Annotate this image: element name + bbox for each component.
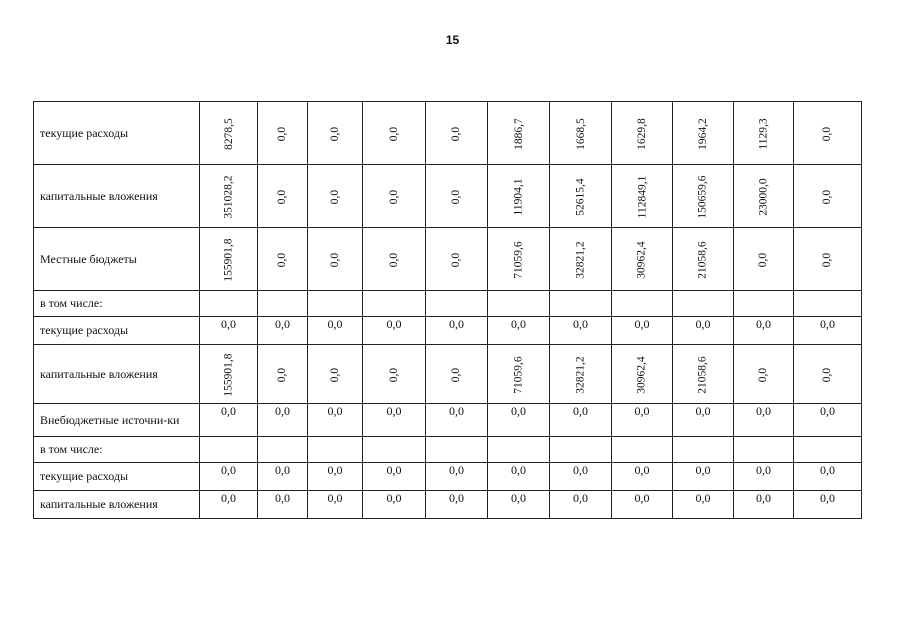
- cell-value: 11904,1: [512, 178, 525, 215]
- row-label: в том числе:: [34, 437, 200, 463]
- row-label: капитальные вложения: [34, 165, 200, 228]
- row-label: текущие расходы: [34, 317, 200, 345]
- row-label: текущие расходы: [34, 102, 200, 165]
- cell-value: 351028,2: [222, 174, 235, 219]
- value-cell: [734, 437, 794, 463]
- value-cell: [200, 345, 258, 404]
- cell-value: 0,0: [327, 317, 343, 331]
- cell-value: 0,0: [275, 463, 290, 477]
- value-cell: [673, 165, 734, 228]
- value-cell: [794, 228, 862, 291]
- value-cell: [258, 463, 308, 491]
- cell-value: 0,0: [756, 491, 771, 505]
- cell-value: 0,0: [757, 252, 770, 267]
- value-cell: [363, 165, 426, 228]
- value-cell: [488, 317, 550, 345]
- value-cell: [363, 491, 426, 519]
- cell-value: 71059,6: [512, 355, 525, 394]
- cell-value: 0,0: [221, 317, 236, 331]
- cell-value: 0,0: [275, 317, 290, 331]
- value-cell: [488, 491, 550, 519]
- cell-value: 0,0: [821, 126, 834, 141]
- value-cell: [426, 437, 488, 463]
- value-cell: [488, 291, 550, 317]
- table-row: [34, 404, 862, 437]
- value-cell: [794, 102, 862, 165]
- value-cell: [734, 463, 794, 491]
- row-label: Внебюджетные источни-ки: [34, 404, 200, 437]
- value-cell: [488, 102, 550, 165]
- value-cell: [426, 404, 488, 437]
- value-cell: [258, 317, 308, 345]
- value-cell: [794, 491, 862, 519]
- cell-value: 0,0: [573, 317, 588, 331]
- cell-value: 0,0: [695, 317, 711, 331]
- cell-value: 0,0: [221, 491, 236, 505]
- cell-value: 0,0: [329, 189, 341, 204]
- value-cell: [550, 317, 612, 345]
- value-cell: [794, 437, 862, 463]
- value-cell: [550, 102, 612, 165]
- value-cell: [550, 491, 612, 519]
- value-cell: [200, 165, 258, 228]
- value-cell: [200, 463, 258, 491]
- cell-value: 0,0: [695, 404, 711, 418]
- cell-value: 0,0: [634, 463, 650, 477]
- cell-value: 0,0: [221, 404, 236, 418]
- value-cell: [488, 228, 550, 291]
- value-cell: [426, 102, 488, 165]
- value-cell: [488, 437, 550, 463]
- value-cell: [363, 345, 426, 404]
- value-cell: [550, 345, 612, 404]
- cell-value: 150659,6: [697, 174, 709, 219]
- cell-value: 1964,2: [697, 117, 709, 150]
- value-cell: [308, 317, 363, 345]
- cell-value: 0,0: [221, 463, 236, 477]
- value-cell: [794, 345, 862, 404]
- cell-value: 0,0: [573, 463, 588, 477]
- value-cell: [308, 404, 363, 437]
- cell-value: 0,0: [449, 463, 464, 477]
- row-label: Местные бюджеты: [34, 228, 200, 291]
- table-row: [34, 102, 862, 165]
- cell-value: 71059,6: [512, 240, 525, 279]
- cell-value: 0,0: [820, 491, 835, 505]
- value-cell: [363, 291, 426, 317]
- value-cell: [488, 345, 550, 404]
- value-cell: [363, 228, 426, 291]
- value-cell: [426, 345, 488, 404]
- cell-value: 0,0: [276, 367, 289, 382]
- row-label: текущие расходы: [34, 463, 200, 491]
- cell-value: 112849,1: [635, 175, 648, 218]
- value-cell: [673, 317, 734, 345]
- value-cell: [426, 228, 488, 291]
- value-cell: [363, 437, 426, 463]
- cell-value: 0,0: [327, 463, 343, 477]
- value-cell: [200, 228, 258, 291]
- value-cell: [258, 228, 308, 291]
- cell-value: 0,0: [820, 404, 835, 418]
- value-cell: [308, 491, 363, 519]
- value-cell: [200, 404, 258, 437]
- value-cell: [673, 345, 734, 404]
- value-cell: [550, 463, 612, 491]
- cell-value: 155901,8: [222, 352, 235, 397]
- cell-value: 0,0: [450, 367, 463, 382]
- cell-value: 0,0: [450, 189, 463, 204]
- cell-value: 23000,0: [757, 177, 770, 216]
- value-cell: [258, 345, 308, 404]
- value-cell: [550, 291, 612, 317]
- value-cell: [200, 491, 258, 519]
- value-cell: [794, 165, 862, 228]
- value-cell: [308, 228, 363, 291]
- value-cell: [794, 404, 862, 437]
- value-cell: [612, 345, 673, 404]
- cell-value: 0,0: [388, 189, 400, 204]
- value-cell: [550, 228, 612, 291]
- value-cell: [612, 437, 673, 463]
- cell-value: 0,0: [821, 252, 834, 267]
- value-cell: [734, 491, 794, 519]
- cell-value: 0,0: [820, 463, 835, 477]
- cell-value: 0,0: [695, 463, 711, 477]
- row-label: капитальные вложения: [34, 491, 200, 519]
- cell-value: 0,0: [695, 491, 711, 505]
- table-row: [34, 491, 862, 519]
- value-cell: [308, 291, 363, 317]
- cell-value: 30962,4: [636, 240, 648, 279]
- value-cell: [734, 317, 794, 345]
- value-cell: [258, 437, 308, 463]
- value-cell: [308, 102, 363, 165]
- cell-value: 0,0: [573, 491, 588, 505]
- cell-value: 8278,5: [222, 117, 235, 150]
- value-cell: [612, 228, 673, 291]
- value-cell: [426, 491, 488, 519]
- value-cell: [673, 404, 734, 437]
- cell-value: 32821,2: [574, 355, 587, 394]
- cell-value: 1668,5: [574, 117, 587, 150]
- value-cell: [673, 463, 734, 491]
- value-cell: [612, 291, 673, 317]
- value-cell: [488, 165, 550, 228]
- cell-value: 0,0: [820, 317, 835, 331]
- value-cell: [550, 437, 612, 463]
- table-row: [34, 165, 862, 228]
- value-cell: [200, 317, 258, 345]
- value-cell: [612, 317, 673, 345]
- cell-value: 0,0: [386, 463, 402, 477]
- cell-value: 1886,7: [512, 117, 525, 150]
- budget-table: [33, 101, 862, 519]
- value-cell: [612, 491, 673, 519]
- cell-value: 0,0: [511, 317, 526, 331]
- value-cell: [734, 404, 794, 437]
- value-cell: [308, 463, 363, 491]
- cell-value: 0,0: [388, 252, 400, 267]
- cell-value: 0,0: [388, 367, 400, 382]
- cell-value: 0,0: [276, 252, 289, 267]
- value-cell: [734, 228, 794, 291]
- value-cell: [673, 291, 734, 317]
- cell-value: 0,0: [327, 404, 343, 418]
- cell-value: 0,0: [275, 404, 290, 418]
- cell-value: 0,0: [821, 189, 834, 204]
- value-cell: [426, 463, 488, 491]
- cell-value: 0,0: [573, 404, 588, 418]
- value-cell: [734, 165, 794, 228]
- cell-value: 1129,3: [757, 117, 770, 150]
- cell-value: 0,0: [821, 367, 834, 382]
- value-cell: [258, 165, 308, 228]
- value-cell: [612, 102, 673, 165]
- cell-value: 30962,4: [636, 355, 648, 394]
- value-cell: [308, 437, 363, 463]
- value-cell: [258, 491, 308, 519]
- value-cell: [488, 404, 550, 437]
- value-cell: [673, 491, 734, 519]
- value-cell: [363, 102, 426, 165]
- cell-value: 0,0: [275, 491, 290, 505]
- value-cell: [200, 437, 258, 463]
- cell-value: 0,0: [449, 404, 464, 418]
- value-cell: [308, 345, 363, 404]
- value-cell: [673, 228, 734, 291]
- table-row: [34, 228, 862, 291]
- value-cell: [308, 165, 363, 228]
- value-cell: [794, 463, 862, 491]
- value-cell: [426, 165, 488, 228]
- cell-value: 0,0: [449, 317, 464, 331]
- cell-value: 0,0: [756, 404, 771, 418]
- value-cell: [426, 291, 488, 317]
- value-cell: [426, 317, 488, 345]
- value-cell: [200, 102, 258, 165]
- row-label: капитальные вложения: [34, 345, 200, 404]
- table-row: [34, 291, 862, 317]
- value-cell: [258, 404, 308, 437]
- value-cell: [734, 102, 794, 165]
- cell-value: 0,0: [329, 126, 341, 141]
- value-cell: [612, 165, 673, 228]
- cell-value: 0,0: [386, 491, 402, 505]
- value-cell: [200, 291, 258, 317]
- cell-value: 0,0: [329, 252, 341, 267]
- value-cell: [363, 317, 426, 345]
- cell-value: 21058,6: [697, 355, 709, 394]
- value-cell: [363, 404, 426, 437]
- cell-value: 52615,4: [574, 177, 587, 216]
- value-cell: [550, 404, 612, 437]
- cell-value: 0,0: [511, 404, 526, 418]
- cell-value: 0,0: [634, 491, 650, 505]
- table-row: [34, 345, 862, 404]
- value-cell: [258, 102, 308, 165]
- cell-value: 0,0: [511, 491, 526, 505]
- value-cell: [258, 291, 308, 317]
- row-label: в том числе:: [34, 291, 200, 317]
- cell-value: 155901,8: [222, 237, 235, 282]
- page-number: 15: [445, 33, 460, 47]
- value-cell: [673, 437, 734, 463]
- table-row: [34, 463, 862, 491]
- cell-value: 0,0: [450, 252, 463, 267]
- cell-value: 0,0: [450, 126, 463, 141]
- cell-value: 0,0: [511, 463, 526, 477]
- cell-value: 1629,8: [636, 117, 648, 150]
- cell-value: 0,0: [634, 317, 650, 331]
- cell-value: 0,0: [276, 126, 289, 141]
- value-cell: [734, 345, 794, 404]
- cell-value: 21058,6: [697, 240, 709, 279]
- table-row: [34, 317, 862, 345]
- cell-value: 0,0: [327, 491, 343, 505]
- cell-value: 32821,2: [574, 240, 587, 279]
- cell-value: 0,0: [449, 491, 464, 505]
- value-cell: [550, 165, 612, 228]
- table-row: [34, 437, 862, 463]
- cell-value: 0,0: [388, 126, 400, 141]
- value-cell: [612, 404, 673, 437]
- cell-value: 0,0: [329, 367, 341, 382]
- cell-value: 0,0: [756, 463, 771, 477]
- cell-value: 0,0: [757, 367, 770, 382]
- cell-value: 0,0: [276, 189, 289, 204]
- cell-value: 0,0: [386, 317, 402, 331]
- value-cell: [612, 463, 673, 491]
- cell-value: 0,0: [634, 404, 650, 418]
- value-cell: [794, 317, 862, 345]
- cell-value: 0,0: [756, 317, 771, 331]
- value-cell: [734, 291, 794, 317]
- value-cell: [794, 291, 862, 317]
- value-cell: [488, 463, 550, 491]
- cell-value: 0,0: [386, 404, 402, 418]
- value-cell: [363, 463, 426, 491]
- value-cell: [673, 102, 734, 165]
